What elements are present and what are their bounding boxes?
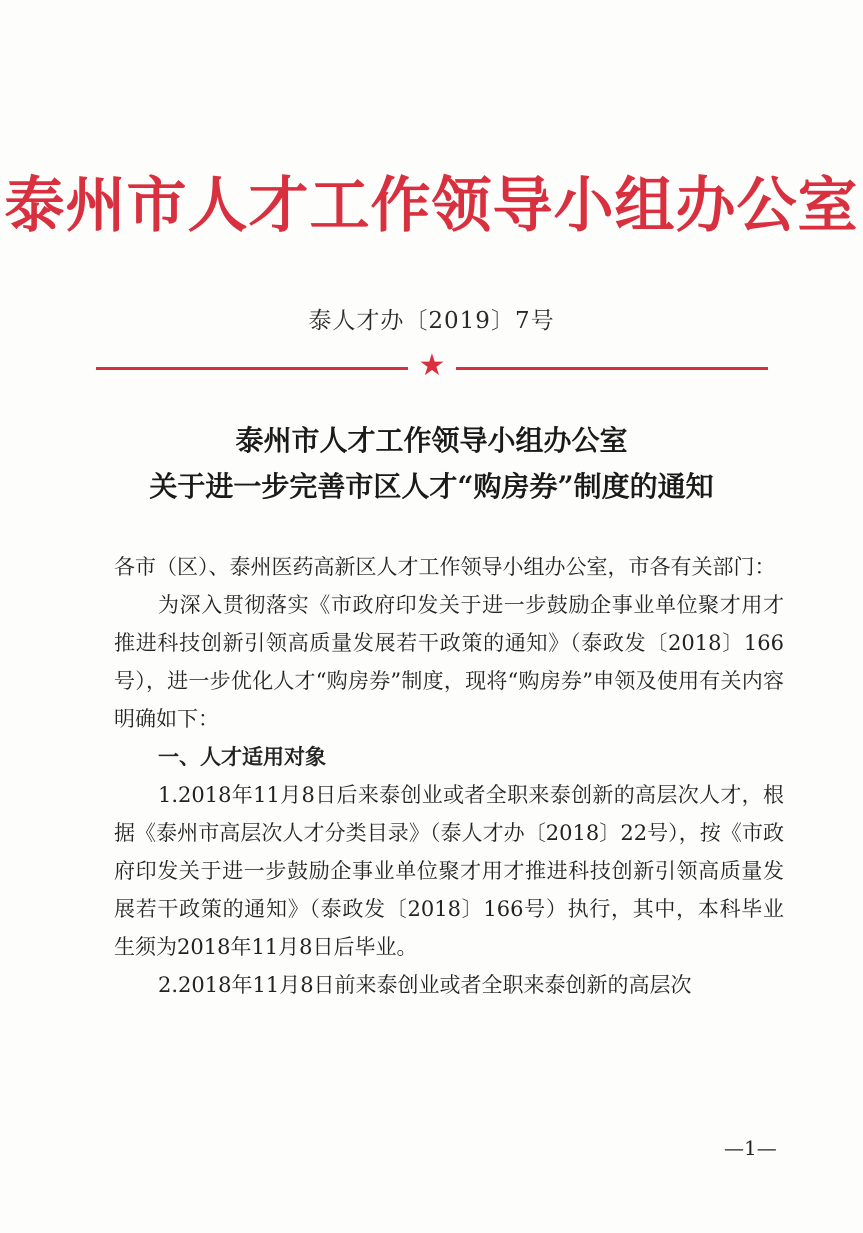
issuing-organization: 泰州市人才工作领导小组办公室 [4,171,859,241]
section-heading: 一、人才适用对象 [158,745,326,769]
red-divider [96,348,768,384]
item-1-paragraph: 1.2018年11月8日后来泰创业或者全职来泰创新的高层次人才，根据《泰州市高层次人才分类目录》（泰人才办〔2018〕22号），按《市政府印发关于进一步鼓励企事业单位聚才用才推进科技创新引领高质量发展若干政策的通知》（泰政发〔2018〕166号）执行，其中，本科毕业生须为2018年11月8日后毕业。 [114,783,784,959]
notice-title-line-1: 泰州市人才工作领导小组办公室 [235,424,628,457]
divider-line-right [456,367,768,370]
item-2-paragraph: 2.2018年11月8日前来泰创业或者全职来泰创新的高层次 [158,973,692,997]
notice-title-line-2: 关于进一步完善市区人才“购房券”制度的通知 [149,470,714,503]
page-number: —1— [724,1136,777,1160]
divider-line-left [96,367,408,370]
intro-paragraph: 为深入贯彻落实《市政府印发关于进一步鼓励企事业单位聚才用才推进科技创新引领高质量发展若干政策的通知》（泰政发〔2018〕166号），进一步优化人才“购房券”制度，现将“购房券”申领及使用有关内容明确如下： [114,593,784,731]
document-number: 泰人才办〔2019〕7号 [308,308,555,334]
star-icon: ★ [418,348,446,383]
salutation: 各市（区）、泰州医药高新区人才工作领导小组办公室，市各有关部门： [114,555,776,579]
notice-body [114,548,784,1004]
notice-title [0,418,863,510]
